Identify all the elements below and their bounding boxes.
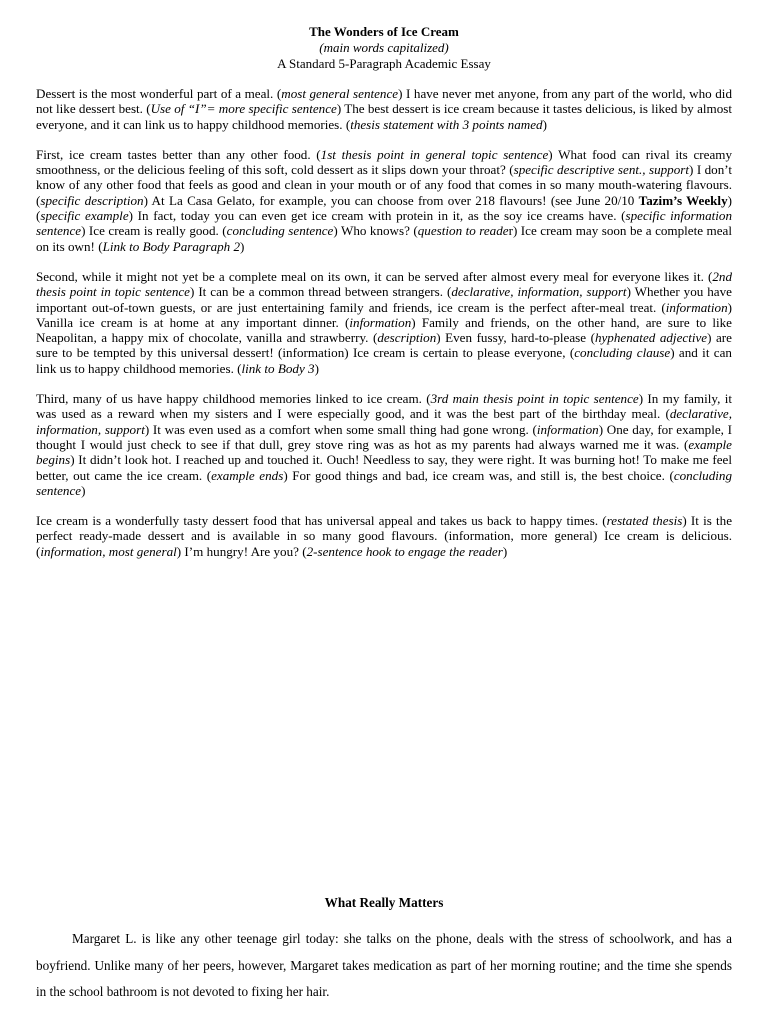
annotation-note: thesis statement with 3 points named [350,116,543,132]
text-run: r) Ice cream may soon be a complete meal on its own! ( [36,223,732,254]
text-run: ) The best dessert is ice cream because it tastes delicious, is liked by almost everyone, and it can link us to happy childhood memories. ( [36,101,732,132]
body-paragraph-3 [36,391,732,498]
annotation-note: concluding sentence [226,223,334,239]
essay-subtitle-note: (main words capitalized) [319,40,449,55]
annotation-note: information [349,314,412,330]
annotation-note: specific descriptive sent., support [513,162,690,178]
annotation-note: Link to Body Paragraph 2 [102,238,241,254]
text-run: Ice cream is a wonderfully tasty dessert food that has universal appeal and takes us back to happy times. ( [36,513,607,529]
text-run: Dessert is the most wonderful part of a meal. ( [36,86,282,101]
essay-title: The Wonders of Ice Cream [309,24,459,39]
text-run: ) Family and friends, on the other hand, are sure to like Neapolitan, a happy mix of chocolate, vanilla and strawberry. ( [36,314,732,346]
text-run: ) At La Casa Gelato, for example, you can choose from over 218 flavours! (see June 20/10 [143,192,639,208]
text-run: First, ice cream tastes better than any other food. ( [36,146,321,162]
text-run: ) It can be a common thread between strangers. ( [190,284,452,300]
essay-what-really-matters [36,894,732,1006]
annotation-note: declarative, information, support [36,406,732,437]
body-paragraph-2 [36,269,732,376]
text-run: ) I’m hungry! Are you? ( [176,543,307,559]
intro-paragraph [36,86,732,132]
text-run: ) Ice cream is really good. ( [81,223,227,239]
essay2-paragraph: Margaret L. is like any other teenage girl today: she talks on the phone, deals with the stress of schoolwork, and has a boyfriend. Unlike many of her peers, however, Margaret takes medication as part of her morning routine; and the time she spends in the school bathroom is not devoted to fixing her hair. [36,931,732,999]
annotation-note: concluding clause [574,345,671,361]
annotation-note: most general sentence [281,86,399,101]
annotation-note: 3rd main thesis point in topic sentence [430,391,639,407]
annotation-note: link to Body 3 [241,360,315,376]
body-paragraph-1 [36,147,732,254]
annotation-note: specific description [40,192,144,208]
text-run: ) [240,238,245,254]
annotation-note: declarative, information, support [451,284,627,300]
text-run: ) Who knows? ( [333,223,418,239]
essay-ice-cream [36,24,732,574]
annotation-note: example ends [211,467,284,483]
text-run: ) In fact, today you can even get ice cream with protein in it, as the soy ice creams have. ( [128,208,626,224]
annotation-note: concluding sentence [36,467,733,498]
annotation-note: information, most general [40,543,177,559]
annotation-note: description [377,330,437,346]
text-run: ) [314,360,319,376]
text-run: ) For good things and bad, ice cream was, and still is, the best choice. ( [283,467,674,483]
annotation-note: 2-sentence hook to engage the reader [306,543,503,559]
text-run: ) [542,116,547,132]
essay-subtitle: A Standard 5-Paragraph Academic Essay [277,56,491,71]
text-run: ) and it can link us to happy childhood memories. ( [36,345,732,376]
essay-header [36,24,732,72]
text-run: ) Even fussy, hard-to-please ( [436,330,595,346]
text-run: ) It was even used as a comfort when some small thing had gone wrong. ( [144,421,537,437]
annotation-note: hyphenated adjective [594,330,708,346]
text-run: Third, many of us have happy childhood memories linked to ice cream. ( [36,391,431,407]
annotation-note: 1st thesis point in general topic sentence [320,146,549,162]
text-run: ) Vanilla ice cream is at home at any important dinner. ( [36,299,732,330]
text-run: Second, while it might not yet be a complete meal on its own, it can be served after almost every meal for everyone likes it. ( [36,268,713,284]
text-run: ) It didn’t look hot. I reached up and touched it. Ouch! Needless to say, they were right. It was burning hot! To make me feel better, out came the ice cream. ( [36,452,732,483]
text-run: ) I don’t know of any other food that feels as good and clean in your mouth or of any food that comes in so many mouth-watering flavours. ( [36,162,733,208]
annotation-note: specific example [40,208,129,224]
text-run: ) It is the perfect ready-made dessert and is available in so many good flavours. (information, more general) Ice cream is delicious. ( [36,513,733,559]
annotation-note: 2nd thesis point in topic sentence [36,268,732,300]
text-run: ) One day, for example, I thought I would just check to see if that dull, grey stove ring was as hot as my parents had always warned me it was. ( [36,421,732,452]
annotation-note: specific information sentence [36,208,732,239]
text-run: ) [81,482,86,498]
bold-text: Tazim’s Weekly [638,192,728,208]
essay2-title: What Really Matters [324,895,444,910]
text-run: ) ( [36,192,732,224]
text-run: ) Whether you have important out-of-town guests, or are just entertaining family and friends, ice cream is the perfect after-meal treat. ( [36,284,732,315]
annotation-note: Use of “I”= more specific sentence [150,101,337,117]
text-run: ) I have never met anyone, from any part of the world, who did not like dessert best. ( [36,86,732,117]
text-run: ) In my family, it was used as a reward when my sisters and I were especially good, and it was the best part of the birthday meal. ( [36,391,732,422]
conclusion-paragraph [36,513,732,559]
annotation-note: restated thesis [606,513,683,529]
text-run: ) [502,543,508,559]
text-run: ) What food can rival its creamy smoothness, or the delicious feeling of this soft, cold dessert as it slips down your throat? ( [36,146,732,178]
annotation-note: example begins [36,436,732,468]
text-run: ) are sure to be tempted by this universal dessert! (information) Ice cream is certain to please everyone, ( [36,330,732,361]
annotation-note: question to reade [417,223,509,239]
annotation-note: information [665,299,728,315]
annotation-note: information [536,421,599,437]
